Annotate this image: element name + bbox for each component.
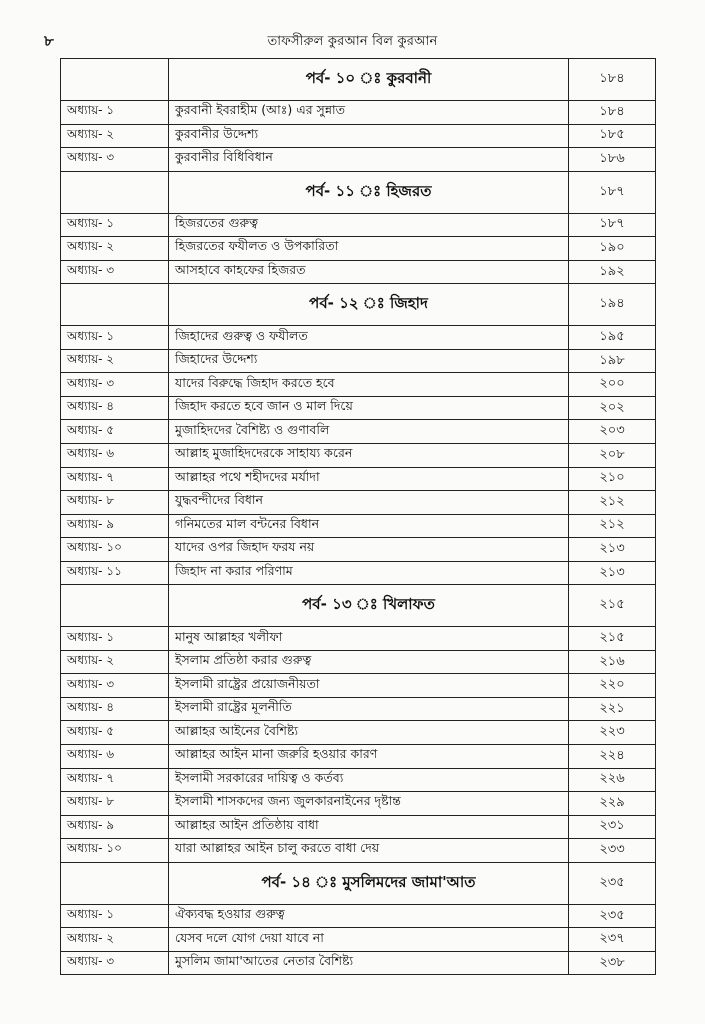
- chapter-row: [61, 745, 656, 769]
- chapter-row: [61, 124, 656, 148]
- chapter-label: অধ্যায়- ৪: [61, 697, 169, 721]
- chapter-page: ১৯২: [569, 260, 656, 284]
- chapter-page: ১৯০: [569, 237, 656, 261]
- chapter-label: অধ্যায়- ৭: [61, 768, 169, 792]
- chapter-row: [61, 561, 656, 585]
- chapter-row: [61, 260, 656, 284]
- chapter-title: আল্লাহর আইনের বৈশিষ্ট্য: [169, 721, 569, 745]
- chapter-label: অধ্যায়- ১০: [61, 538, 169, 562]
- chapter-title: হিজরতের ফযীলত ও উপকারিতা: [169, 237, 569, 261]
- chapter-title: আল্লাহ মুজাহিদদেরকে সাহায্য করেন: [169, 444, 569, 468]
- chapter-row: [61, 815, 656, 839]
- chapter-label: অধ্যায়- ৩: [61, 951, 169, 975]
- chapter-page: ১৮৬: [569, 148, 656, 172]
- section-title: পর্ব- ১২ ঃ জিহাদ: [169, 284, 569, 326]
- chapter-label: অধ্যায়- ৯: [61, 514, 169, 538]
- chapter-title: মানুষ আল্লাহর খলীফা: [169, 627, 569, 651]
- chapter-label: অধ্যায়- ১: [61, 101, 169, 125]
- chapter-row: [61, 396, 656, 420]
- chapter-label: অধ্যায়- ৬: [61, 444, 169, 468]
- chapter-page: ২১৩: [569, 561, 656, 585]
- chapter-row: [61, 538, 656, 562]
- chapter-page: ২২৬: [569, 768, 656, 792]
- chapter-page: ২১৩: [569, 538, 656, 562]
- chapter-title: আল্লাহর আইন প্রতিষ্ঠায় বাধা: [169, 815, 569, 839]
- chapter-title: যেসব দলে যোগ দেয়া যাবে না: [169, 928, 569, 952]
- chapter-title: যাদের ওপর জিহাদ ফরয নয়: [169, 538, 569, 562]
- chapter-page: ২০০: [569, 373, 656, 397]
- chapter-label: অধ্যায়- ৩: [61, 674, 169, 698]
- chapter-title: মুজাহিদদের বৈশিষ্ট্য ও গুণাবলি: [169, 420, 569, 444]
- chapter-page: ২৩৮: [569, 951, 656, 975]
- chapter-label: অধ্যায়- ২: [61, 349, 169, 373]
- chapter-label: অধ্যায়- ১০: [61, 839, 169, 863]
- chapter-page: ২১৬: [569, 650, 656, 674]
- section-page: ২৩৫: [569, 862, 656, 904]
- chapter-row: [61, 697, 656, 721]
- chapter-page: ২০৩: [569, 420, 656, 444]
- section-title: পর্ব- ১০ ঃ কুরবানী: [169, 59, 569, 101]
- chapter-label: অধ্যায়- ৫: [61, 721, 169, 745]
- section-label-empty: [61, 585, 169, 627]
- chapter-title: ঐক্যবদ্ধ হওয়ার গুরুত্ব: [169, 904, 569, 928]
- chapter-label: অধ্যায়- ২: [61, 928, 169, 952]
- section-page: ২১৫: [569, 585, 656, 627]
- chapter-row: [61, 213, 656, 237]
- chapter-page: ২৩৫: [569, 904, 656, 928]
- chapter-title: ইসলাম প্রতিষ্ঠা করার গুরুত্ব: [169, 650, 569, 674]
- chapter-label: অধ্যায়- ২: [61, 124, 169, 148]
- chapter-page: ১৮৭: [569, 213, 656, 237]
- table-of-contents: [60, 58, 656, 975]
- chapter-title: আসহাবে কাহফের হিজরত: [169, 260, 569, 284]
- chapter-title: যাদের বিরুদ্ধে জিহাদ করতে হবে: [169, 373, 569, 397]
- section-label-empty: [61, 171, 169, 213]
- section-row: [61, 59, 656, 101]
- chapter-row: [61, 101, 656, 125]
- chapter-title: জিহাদের উদ্দেশ্য: [169, 349, 569, 373]
- chapter-row: [61, 444, 656, 468]
- chapter-title: ইসলামী সরকারের দায়িত্ব ও কর্তব্য: [169, 768, 569, 792]
- chapter-row: [61, 928, 656, 952]
- chapter-label: অধ্যায়- ৯: [61, 815, 169, 839]
- chapter-page: ২৩৩: [569, 839, 656, 863]
- chapter-row: [61, 237, 656, 261]
- chapter-title: ইসলামী শাসকদের জন্য জুলকারনাইনের দৃষ্টান্ত: [169, 792, 569, 816]
- page-number: ৮: [44, 32, 54, 50]
- chapter-row: [61, 650, 656, 674]
- chapter-page: ২১৫: [569, 627, 656, 651]
- section-label-empty: [61, 59, 169, 101]
- chapter-page: ২১২: [569, 514, 656, 538]
- chapter-label: অধ্যায়- ৪: [61, 396, 169, 420]
- chapter-label: অধ্যায়- ৩: [61, 260, 169, 284]
- chapter-row: [61, 148, 656, 172]
- section-page: ১৮৭: [569, 171, 656, 213]
- chapter-row: [61, 721, 656, 745]
- chapter-row: [61, 904, 656, 928]
- chapter-label: অধ্যায়- ৭: [61, 467, 169, 491]
- chapter-row: [61, 467, 656, 491]
- chapter-label: অধ্যায়- ২: [61, 237, 169, 261]
- section-page: ১৯৪: [569, 284, 656, 326]
- chapter-label: অধ্যায়- ১: [61, 326, 169, 350]
- section-title: পর্ব- ১১ ঃ হিজরত: [169, 171, 569, 213]
- chapter-label: অধ্যায়- ৬: [61, 745, 169, 769]
- section-title: পর্ব- ১৩ ঃ খিলাফত: [169, 585, 569, 627]
- section-row: [61, 862, 656, 904]
- section-row: [61, 585, 656, 627]
- chapter-page: ১৯৮: [569, 349, 656, 373]
- chapter-title: যারা আল্লাহর আইন চালু করতে বাধা দেয়: [169, 839, 569, 863]
- chapter-label: অধ্যায়- ৫: [61, 420, 169, 444]
- chapter-row: [61, 839, 656, 863]
- chapter-label: অধ্যায়- ৮: [61, 491, 169, 515]
- chapter-page: ২২৪: [569, 745, 656, 769]
- chapter-row: [61, 627, 656, 651]
- chapter-row: [61, 951, 656, 975]
- chapter-title: যুদ্ধবন্দীদের বিধান: [169, 491, 569, 515]
- book-title: তাফসীরুল কুরআন বিল কুরআন: [267, 34, 438, 49]
- section-label-empty: [61, 862, 169, 904]
- section-row: [61, 171, 656, 213]
- chapter-row: [61, 792, 656, 816]
- chapter-label: অধ্যায়- ৮: [61, 792, 169, 816]
- chapter-title: জিহাদ না করার পরিণাম: [169, 561, 569, 585]
- chapter-page: ১৯৫: [569, 326, 656, 350]
- chapter-page: ২১২: [569, 491, 656, 515]
- chapter-label: অধ্যায়- ১১: [61, 561, 169, 585]
- chapter-page: ২২০: [569, 674, 656, 698]
- chapter-title: ইসলামী রাষ্ট্রের প্রয়োজনীয়তা: [169, 674, 569, 698]
- chapter-title: হিজরতের গুরুত্ব: [169, 213, 569, 237]
- section-title: পর্ব- ১৪ ঃ মুসলিমদের জামা'আত: [169, 862, 569, 904]
- chapter-page: ২২৩: [569, 721, 656, 745]
- chapter-row: [61, 768, 656, 792]
- chapter-title: জিহাদের গুরুত্ব ও ফযীলত: [169, 326, 569, 350]
- chapter-page: ১৮৪: [569, 101, 656, 125]
- chapter-label: অধ্যায়- ২: [61, 650, 169, 674]
- chapter-page: ২৩১: [569, 815, 656, 839]
- chapter-page: ২২১: [569, 697, 656, 721]
- page-header: [0, 0, 705, 56]
- chapter-title: গনিমতের মাল বন্টনের বিধান: [169, 514, 569, 538]
- chapter-page: ২৩৭: [569, 928, 656, 952]
- chapter-title: মুসলিম জামা'আতের নেতার বৈশিষ্ট্য: [169, 951, 569, 975]
- chapter-title: কুরবানী ইবরাহীম (আঃ) এর সুন্নাত: [169, 101, 569, 125]
- section-label-empty: [61, 284, 169, 326]
- chapter-label: অধ্যায়- ১: [61, 627, 169, 651]
- chapter-label: অধ্যায়- ৩: [61, 148, 169, 172]
- chapter-title: ইসলামী রাষ্ট্রের মূলনীতি: [169, 697, 569, 721]
- chapter-row: [61, 373, 656, 397]
- chapter-row: [61, 420, 656, 444]
- chapter-row: [61, 349, 656, 373]
- chapter-title: আল্লাহর পথে শহীদদের মর্যাদা: [169, 467, 569, 491]
- chapter-label: অধ্যায়- ১: [61, 213, 169, 237]
- chapter-page: ২০২: [569, 396, 656, 420]
- chapter-label: অধ্যায়- ৩: [61, 373, 169, 397]
- chapter-page: ১৮৫: [569, 124, 656, 148]
- chapter-title: কুরবানীর বিধিবিধান: [169, 148, 569, 172]
- chapter-row: [61, 674, 656, 698]
- chapter-label: অধ্যায়- ১: [61, 904, 169, 928]
- chapter-title: জিহাদ করতে হবে জান ও মাল দিয়ে: [169, 396, 569, 420]
- chapter-page: ২০৮: [569, 444, 656, 468]
- chapter-row: [61, 491, 656, 515]
- chapter-row: [61, 514, 656, 538]
- section-row: [61, 284, 656, 326]
- section-page: ১৮৪: [569, 59, 656, 101]
- chapter-title: কুরবানীর উদ্দেশ্য: [169, 124, 569, 148]
- chapter-page: ২১০: [569, 467, 656, 491]
- chapter-row: [61, 326, 656, 350]
- chapter-title: আল্লাহর আইন মানা জরুরি হওয়ার কারণ: [169, 745, 569, 769]
- chapter-page: ২২৯: [569, 792, 656, 816]
